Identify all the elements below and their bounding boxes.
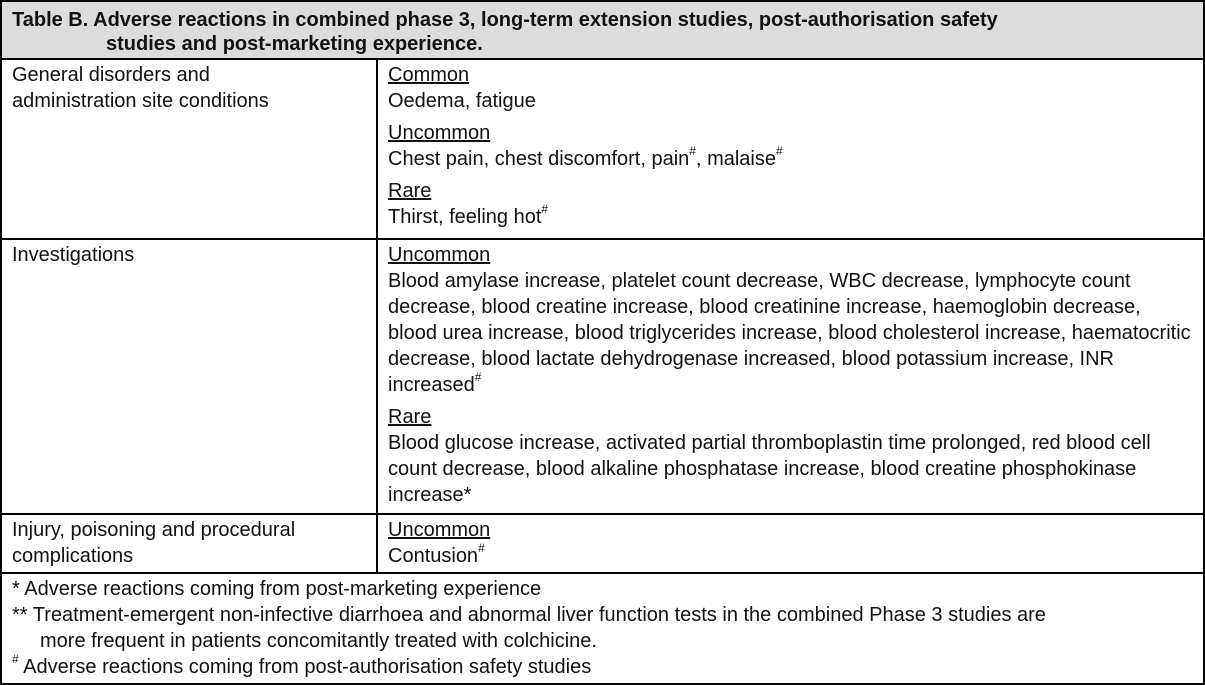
- table-row-general-disorders: [2, 60, 1203, 240]
- frequency-label: Common: [388, 64, 470, 86]
- footnote-marker: #: [12, 652, 19, 667]
- table-title: [2, 2, 1203, 60]
- footnote-marker: #: [689, 144, 696, 159]
- system-organ-class-cell: General disorders and administration site conditions: [2, 60, 378, 238]
- adverse-reactions-cell: [378, 60, 1203, 238]
- footnote-marker: #: [478, 541, 485, 556]
- frequency-group-common: [388, 62, 1195, 114]
- table-row-investigations: [2, 240, 1203, 515]
- footnote-post-marketing: * Adverse reactions coming from post-marketing experience: [12, 578, 542, 600]
- frequency-label: Rare: [388, 180, 432, 202]
- footnote-colchicine-line-2: more frequent in patients concomitantly treated with colchicine.: [40, 630, 597, 652]
- adverse-reactions-cell: [378, 515, 1203, 572]
- table-title-line-2: studies and post-marketing experience.: [106, 33, 483, 55]
- reaction-terms: [388, 204, 1195, 230]
- frequency-group-uncommon: [388, 120, 1195, 172]
- reaction-terms-part: Thirst, feeling hot: [388, 206, 542, 228]
- reaction-terms: [388, 146, 1195, 172]
- footnote-marker: #: [474, 370, 482, 385]
- table-row-injury: [2, 515, 1203, 574]
- footnote-text: Adverse reactions coming from post-authorisation safety studies: [18, 656, 592, 678]
- frequency-group-rare: [388, 404, 1195, 508]
- frequency-group-uncommon: [388, 242, 1195, 398]
- footnote-marker: #: [775, 144, 783, 159]
- system-organ-class-cell: Investigations: [2, 240, 378, 513]
- reaction-terms: [388, 268, 1195, 398]
- footnote-post-authorisation: [12, 654, 1203, 680]
- frequency-label: Uncommon: [388, 519, 491, 541]
- reaction-terms-part: Blood amylase increase, platelet count decrease, WBC decrease, lymphocyte count decrease, blood creatine increase, blood creatinine increase, haemoglobin decrease, blood urea increase, blood triglycerides increase, blood cholesterol increase, haematocritic decrease, blood lactate dehydrogenase increased, blood potassium increase, INR increased: [388, 270, 1191, 396]
- system-organ-class-cell: Injury, poisoning and procedural complications: [2, 515, 378, 572]
- table-title-line-1: Table B. Adverse reactions in combined phase 3, long-term extension studies, post-authorisation safety: [12, 9, 998, 31]
- frequency-label: Uncommon: [388, 122, 491, 144]
- reaction-terms-part: , malaise: [695, 148, 776, 170]
- frequency-group-rare: [388, 178, 1195, 230]
- footnote-colchicine-line-1: ** Treatment-emergent non-infective diarrhoea and abnormal liver function tests in the combined Phase 3 studies are: [12, 604, 1046, 626]
- reaction-terms: Blood glucose increase, activated partial thromboplastin time prolonged, red blood cell count decrease, blood alkaline phosphatase increase, blood creatine phosphokinase increase*: [388, 432, 1151, 506]
- frequency-group-uncommon: [388, 517, 1195, 569]
- frequency-label: Uncommon: [388, 244, 491, 266]
- footnote-marker: #: [541, 202, 549, 217]
- reaction-terms-part: Chest pain, chest discomfort, pain: [388, 148, 690, 170]
- reaction-terms: [388, 543, 1195, 569]
- reaction-terms-part: Contusion: [388, 545, 479, 567]
- table-footnotes: [2, 574, 1203, 680]
- reaction-terms: Oedema, fatigue: [388, 90, 536, 112]
- frequency-label: Rare: [388, 406, 432, 428]
- adverse-reactions-cell: [378, 240, 1203, 513]
